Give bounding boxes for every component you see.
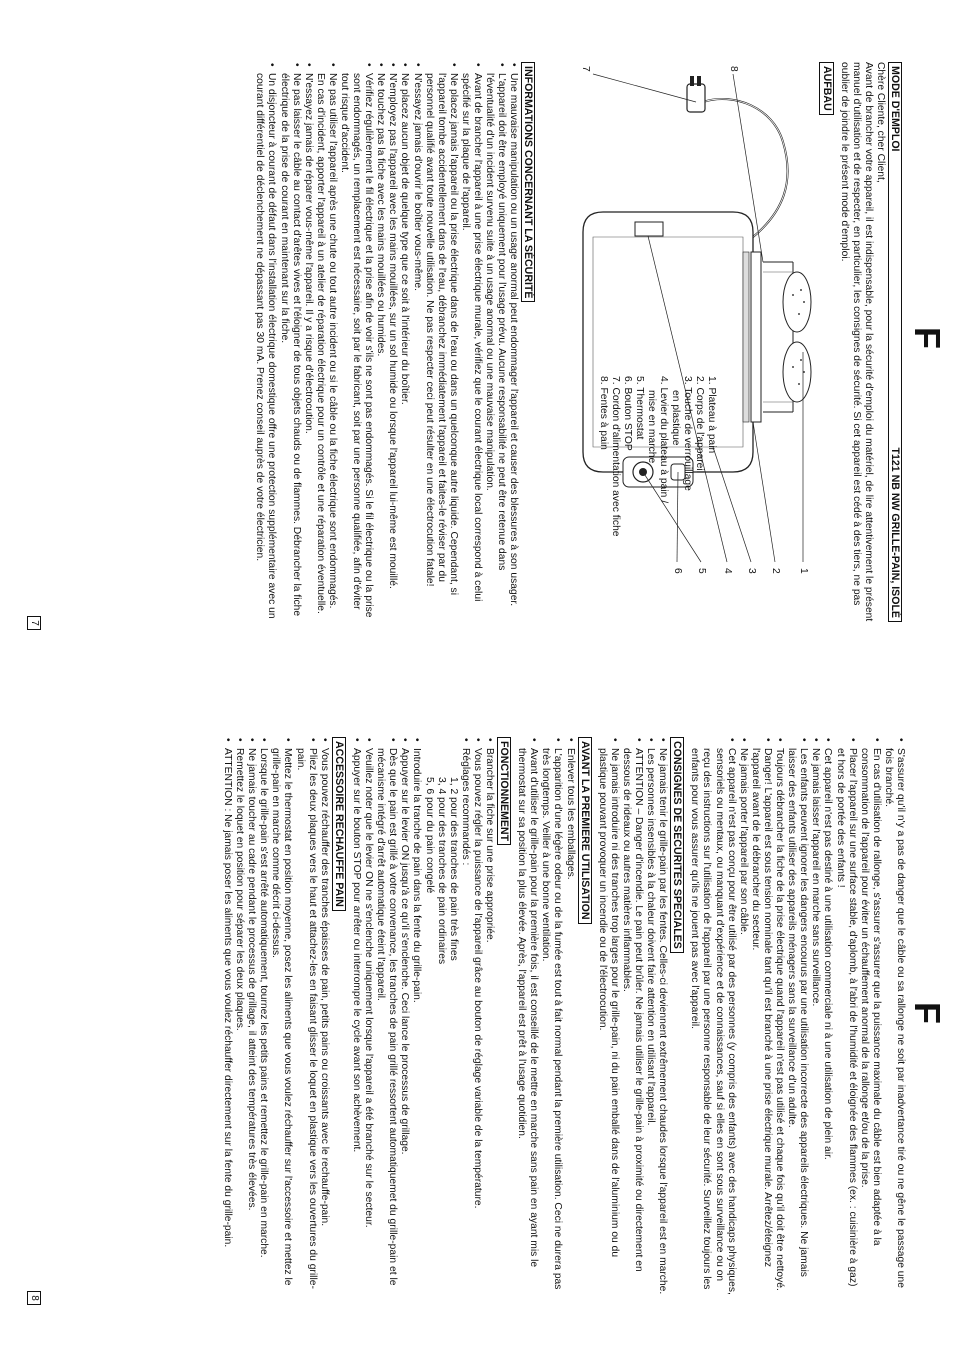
list-item: • Une mauvaise manipulation ou un usage anormal peut endommager l'appareil et causer des blessures à son usager. <box>507 73 519 622</box>
list-item: • Ne touchez pas la fiche avec les mains mouillées ou humides. <box>374 73 386 622</box>
list-item: • Ne jamais toucher au cadre pendant le processus de grillage, il atteint des températures très élevées. <box>245 748 257 1297</box>
list-item: • N'essayez jamais d'ouvrir le boîtier vous-même. <box>411 73 423 622</box>
securite-heading: INFORMATIONS CONCERNANT LA SÉCURITÉ <box>521 62 535 302</box>
callout-6: 6 <box>672 568 684 574</box>
list-item: • Dès que le pain est grillé à votre convenance, les tranches de pain grillé ressortent automatiquemet du grille-pain et le mécanisme intégré d'arrêt automatique éteint l'appareil. <box>374 748 398 1297</box>
list-item: • Introduire la tranche de pain dans la fente du grille-pain. <box>410 748 422 1297</box>
lever-shape <box>635 222 663 236</box>
list-item: • Les personnes insensibles à la chaleur doivent faire attention en utilisant l'appareil. <box>644 748 656 1297</box>
list-item: • Ne jamais tenir le grille-pain par les fentes. Celles-ci deviennent extrêmement chaudes lorsque l'appareil est en marche. <box>656 748 668 1297</box>
setting-row: 1, 2 pour des tranches de pain très fines <box>447 777 459 961</box>
premiere-list <box>515 737 575 1297</box>
list-item: • Ne placez jamais l'appareil ou la prise électrique dans de l'eau ou dans un quelconque autre liquide. Cependant, si l'appareil tombe accidentellement dans de l'eau, débranchez immédiatement l'appareil et faites-le réviser par du personnel qualifié avant toute nouvelle utilisation. Ne pas respecter ceci peut résulter en une électrocution fatale! <box>423 73 459 622</box>
accessoire-heading: ACCESSOIRE RECHAUFFE PAIN <box>332 737 346 911</box>
intro-text: Avant de brancher votre appareil, il est indispensable, pour la sécurité d'emploi du matériel, de lire attentivement le présent manuel d'utilisation et de respecter, en particulier, les consignes de sécurité. Si cet appareil est cédé à des tiers, ne pas oublier de joindre le présent mode d'emploi. <box>838 62 874 622</box>
callout-3: 3 <box>746 568 758 574</box>
toaster-illustration <box>545 62 813 622</box>
list-item: • Appuyer sur le bouton STOP pour arrêter ou interrompre le cycle avant son achèvement. <box>350 748 362 1297</box>
part-4: 4. Levier du plateau à pain / <box>658 376 670 504</box>
general-safety-list <box>688 737 906 1297</box>
part-1: 1. Plateau à pain <box>706 376 718 454</box>
bun-shape <box>783 272 811 332</box>
list-item: • Avant de brancher l'appareil à une prise électrique murale, vérifiez que le courant électrique local correspond à celui spécifié sur la plaque de l'appareil. <box>459 73 483 622</box>
part-6: 6. Bouton STOP <box>621 376 633 451</box>
list-item: • ATTENTION : Ne jamais poser les aliments que vous voulez réchauffer directement sur la fente du grille-pain. <box>221 748 233 1297</box>
list-item: • Danger! L'appareil est sous tension nominale tant qu'il est branché à une prise électrique murale. Arrêtez/éteignez l'appareil avant de le débrancher du secteur. <box>749 748 773 1297</box>
callout-5: 5 <box>696 568 708 574</box>
language-letter: F <box>907 327 948 349</box>
language-letter: F <box>907 1002 948 1024</box>
list-item: • Ne jamais introduire ni des tranches trop larges pour le grille-pain, ni du pain emballé dans de l'aluminium ou du plastique pouvant provoquer un incendie ou de l'électrocution. <box>596 748 620 1297</box>
fonctionnement-list <box>459 737 495 1297</box>
accessoire-list <box>221 737 330 1297</box>
aufbau-heading: AUFBAU <box>819 62 833 115</box>
list-item: • Vous pouvez régler la puissance de l'appareil grâce au bouton de réglage variable de la température. <box>471 748 483 1297</box>
list-item: • Lorsque le grille-pain s'est arrêté automatiquement, tournez les petits pains et remettez le grille-pain en marche. <box>257 748 269 1297</box>
list-item: • Brancher la fiche sur une prise appropriée. <box>483 748 495 1297</box>
list-item: • Appuyer sur le levier ON jusqu'à ce qu'il s'enclenche. Ceci lance le processus de grillage. <box>398 748 410 1297</box>
page-number: 8 <box>27 1291 41 1305</box>
mode-emploi-heading <box>888 62 902 622</box>
mode-emploi-title: MODE D'EMPLOI <box>889 66 901 152</box>
list-item: • Réglages recommandés : <box>459 748 471 1297</box>
callout-2: 2 <box>770 568 782 574</box>
list-item: • Pliez les deux plaques vers le haut et attachez-les en faisant glisser le loquet en plastique vers les ouvertures du grille-pain. <box>294 748 318 1297</box>
part-3b: en plastique <box>670 390 682 446</box>
list-item: • N'employez pas l'appareil avec les mains mouillées, sur un sol humide ou lorsque l'appareil lui-même est mouillé. <box>386 73 398 622</box>
plug-icon <box>687 76 705 112</box>
greeting: Chère Cliente, cher Client, <box>874 62 886 183</box>
list-item: • ATTENTION – Danger d'incendie. Le pain peut brûler. Ne jamais utiliser le grille-pain à proximité ou directement en dessous de rideaux ou autres matières inflammables. <box>620 748 644 1297</box>
list-item: • Vérifiez régulièrement le fil électrique et la prise afin de voir s'ils ne sont pas endommagés. Si le fil électrique ou la prise sont endommagés, un remplacement est nécessaire, soit par le fabricant, soit par une personne qualifiée, afin d'éviter tout risque d'accident. <box>338 73 374 622</box>
list-item: • Cet appareil n'est pas destiné à une utilisation commerciale ni à une utilisation de plein air. <box>821 748 833 1297</box>
securite-list <box>253 62 519 622</box>
bun-shape <box>783 342 811 402</box>
list-item: • Toujours débrancher la fiche de la prise électrique quand l'appareil n'est pas utilisé et chaque fois qu'il doit être nettoyé. <box>773 748 785 1297</box>
list-item: • Ne pas utiliser l'appareil après une chute ou tout autre incident ou si le câble ou la fiche électrique sont endommagés. En cas d'incident, apporter l'appareil à un atelier de réparation électrique pour un contrôle et une réparation éventuelle. <box>314 73 338 622</box>
page-number: 7 <box>27 616 41 630</box>
list-item: • L'appareil doit être employé uniquement pour l'usage prévu. Aucune responsabilité ne peut être retenue dans l'éventualité d'un incident survenu suite à un usage anormal ou une mauvaise manipulation. <box>483 73 507 622</box>
settings-list <box>422 737 458 1297</box>
list-item: • Avant d'utiliser le grille-pain pour la première fois, il est conseillé de le mettre en marche sans pain en ayant mis le thermostat sur sa position la plus élevée. Après, l'appareil est prêt à l'usage quotidien. <box>515 748 539 1297</box>
part-7: 7. Cordon d'alimentation avec fiche <box>609 376 621 537</box>
part-4b: mise en marche <box>645 390 657 464</box>
list-item: • Cet appareil n'est pas conçu pour être utilisé par des personnes (y compris des enfants) avec des handicaps physiques, sensoriels ou mentaux, ou manquant d'expérience et de connaissances, sauf si elles en sont sous surveillance ou on reçu des instructions sur l'utilisation de l'appareil par une personne responsable de leur sécurité. Surveillez toujours les enfants pour vous assurer qu'ils ne jouent pas avec l'appareil. <box>688 748 736 1297</box>
list-item: • Veuillez noter que le levier ON ne s'enclenche uniquement lorsque l'appareil a été branché sur le secteur. <box>362 748 374 1297</box>
premiere-heading: AVANT LA PREMIERE UTILISATION <box>578 737 592 924</box>
part-5: 5. Thermostat <box>633 376 645 440</box>
list-item: • Remettez le loquet en position pour séparer les deux plaques. <box>233 748 245 1297</box>
list-item: • Vous pouvez réchauffer des tranches épaisses de pain, petits pains ou croissants avec le rechauffe-pain. <box>318 748 330 1297</box>
list-item: • Les enfants peuvent ignorer les dangers encourus par une utilisation incorrecte des appareils électriques. Ne jamais laisser des enfants utiliser des appareils ménagers sans la surveillance d'un adulte. <box>785 748 809 1297</box>
list-item: • S'assurer qu'il n'y a pas de danger que le câble ou sa rallonge ne soit par inadvertance tiré ou ne gêne le passage une fois branché. <box>882 748 906 1297</box>
toaster-diagram <box>545 62 813 622</box>
list-item: • Ne placez aucun objet de quelque type que ce soit à l'intérieur du boîtier. <box>398 73 410 622</box>
consignes-heading: CONSIGNES DE SECURITES SPECIALES <box>670 737 684 953</box>
list-item: • Ne jamais porter l'appareil par son câble. <box>737 748 749 1297</box>
callout-8: 8 <box>728 66 740 72</box>
list-item: • Mettez le thermostat en position moyenne, posez les aliments que vous voulez réchauffer sur l'accessoire et mettez le grille-pain en marche comme décrit ci-dessus. <box>269 748 293 1297</box>
list-item: • Enlever tous les emballages. <box>563 748 575 1297</box>
callout-7: 7 <box>580 66 592 72</box>
part-3: 3. Touche de verrouillage <box>682 376 694 491</box>
list-item: • L'apparition d'une légère odeur ou de la fumée est tout à fait normal pendant la première utilisation. Ceci ne durera pas très longtemps. Veiller à une bonne ventilation. <box>539 748 563 1297</box>
list-item: • Ne jamais laisser l'appareil en marche sans surveillance. <box>809 748 821 1297</box>
list-item: • Ne pas laisser le câble au contact d'arêtes vives et l'éloigner de tous objets chauds ou de flammes. Débrancher la fiche électrique de la prise de courant en maintenant sur la fiche. <box>277 73 301 622</box>
page-8 <box>0 675 954 1350</box>
page-8-content <box>221 737 906 1297</box>
list-item: • En cas d'utilisation de rallonge, s'assurer s'assurer que la puissance maximale du câble est bien adaptée à la consommation de l'appareil pour éviter un échauffement anormal de la rallonge et/ou de la prise. <box>858 748 882 1297</box>
list-item: • Un disjoncteur à courant de défaut dans l'installation électrique domestique offre une protection supplémentaire avec un courant différentiel de déclenchement ne dépassant pas 30 mA. Prenez conseil auprès de votre électricien. <box>253 73 277 622</box>
fonctionnement-heading: FONCTIONNEMENT <box>497 737 511 845</box>
page-7-content <box>253 62 906 622</box>
part-8: 8. Fentes à pain <box>597 376 609 450</box>
setting-row: 5, 6 pour du pain congelé <box>423 777 435 894</box>
setting-row: 3, 4 pour des tranches de pain ordinaires <box>435 777 447 965</box>
model-title: T121 NB NW GRILLE-PAIN, ISOLÉ <box>889 447 901 618</box>
callout-1: 1 <box>798 568 810 574</box>
consignes-list <box>596 737 669 1297</box>
part-2: 2. Corps de l'appareil <box>694 376 706 473</box>
list-item: • N'essayez jamais de réparer vous-même l'appareil. Il y a risque d'électrocution. <box>302 73 314 622</box>
callout-4: 4 <box>722 568 734 574</box>
fonctionnement-steps <box>350 737 423 1297</box>
list-item: • Placer l'appareil sur une surface stable, d'aplomb, à l'abri de l'humidité et éloignée des flammes (ex. : cuisinière à gaz) et hors de portée des enfants ! <box>833 748 857 1297</box>
parts-list <box>597 376 718 537</box>
